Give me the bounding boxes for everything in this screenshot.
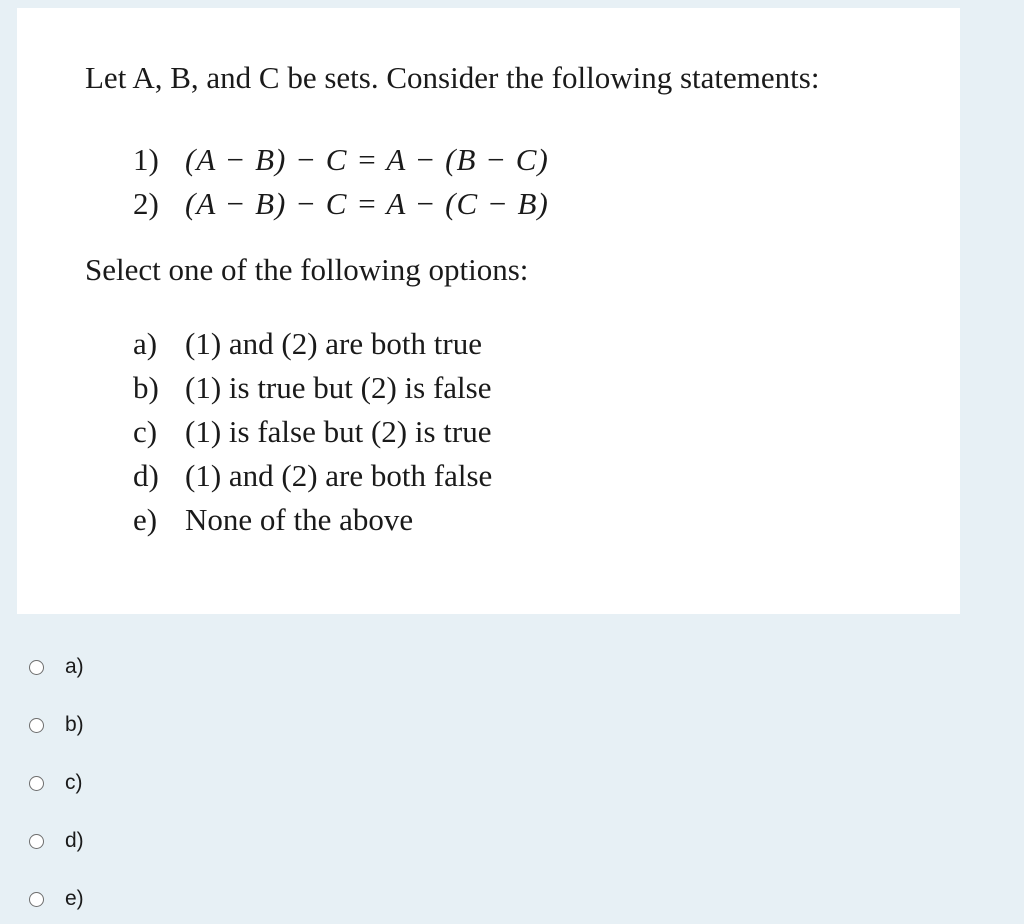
option-item — [133, 454, 492, 498]
option-text: (1) and (2) are both false — [185, 458, 493, 493]
option-list — [133, 322, 492, 542]
statement-expression: (A − B) − C = A − (B − C) — [185, 142, 549, 177]
statement-item — [133, 182, 549, 226]
answer-label[interactable]: b) — [65, 713, 84, 736]
answer-label[interactable]: e) — [65, 887, 84, 910]
statement-item — [133, 138, 549, 182]
option-letter: b) — [133, 370, 159, 405]
radio-button-icon[interactable] — [29, 834, 44, 849]
statement-expression: (A − B) − C = A − (C − B) — [185, 186, 549, 221]
question-intro: Let A, B, and C be sets. Consider the following statements: — [85, 60, 820, 95]
question-card — [17, 8, 960, 614]
option-letter: e) — [133, 502, 158, 537]
option-text: (1) and (2) are both true — [185, 326, 482, 361]
answer-label[interactable]: c) — [65, 771, 83, 794]
radio-button-icon[interactable] — [29, 892, 44, 907]
radio-button-icon[interactable] — [29, 776, 44, 791]
statement-number: 2) — [133, 186, 159, 221]
option-letter: a) — [133, 326, 158, 361]
option-letter: c) — [133, 414, 158, 449]
answer-choice-d[interactable] — [29, 812, 84, 870]
answer-label[interactable]: d) — [65, 829, 84, 852]
question-prompt: Select one of the following options: — [85, 252, 529, 287]
statement-list — [133, 138, 549, 226]
answer-label[interactable]: a) — [65, 655, 84, 678]
answer-choices — [29, 638, 84, 924]
option-letter: d) — [133, 458, 159, 493]
option-item — [133, 410, 492, 454]
answer-choice-a[interactable] — [29, 638, 84, 696]
option-text: (1) is false but (2) is true — [185, 414, 492, 449]
option-item — [133, 366, 492, 410]
option-text: None of the above — [185, 502, 414, 537]
answer-choice-c[interactable] — [29, 754, 84, 812]
answer-choice-b[interactable] — [29, 696, 84, 754]
option-item — [133, 498, 492, 542]
radio-button-icon[interactable] — [29, 660, 44, 675]
statement-number: 1) — [133, 142, 159, 177]
answer-choice-e[interactable] — [29, 870, 84, 924]
option-text: (1) is true but (2) is false — [185, 370, 492, 405]
option-item — [133, 322, 492, 366]
radio-button-icon[interactable] — [29, 718, 44, 733]
